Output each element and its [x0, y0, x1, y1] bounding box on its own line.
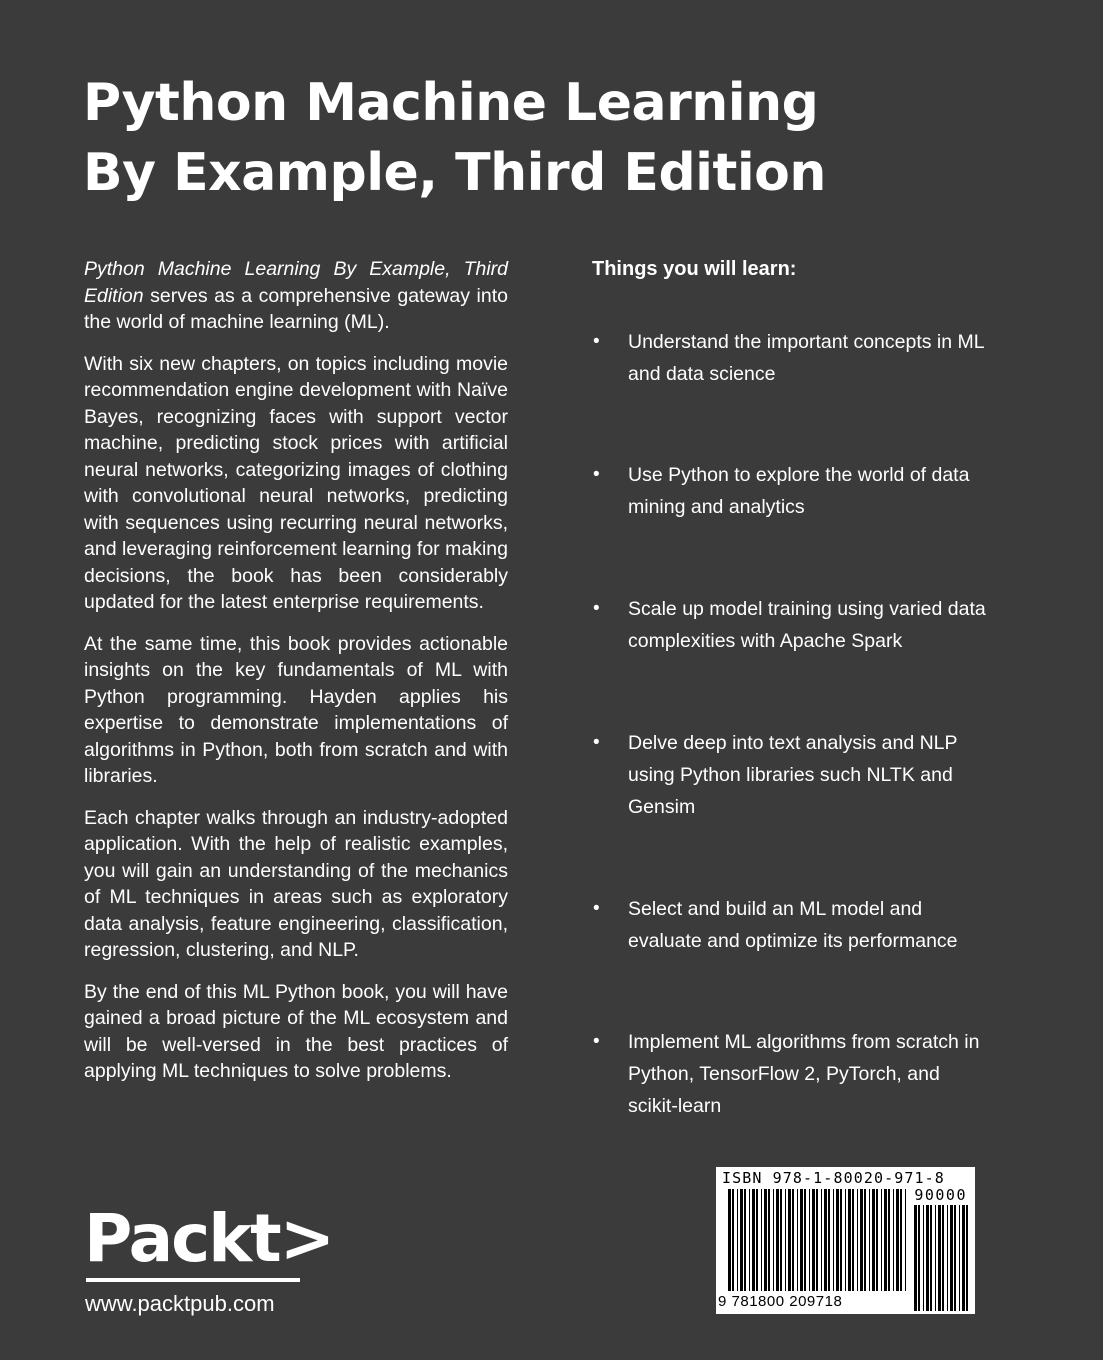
barcode-bar	[896, 1189, 899, 1291]
barcode-bar	[926, 1205, 929, 1311]
bullet-icon: •	[593, 1031, 600, 1052]
description-intro-text: serves as a comprehensive gateway into the world of machine learning (ML).	[84, 284, 508, 333]
barcode-bar	[959, 1205, 960, 1311]
barcode-bar	[792, 1189, 794, 1291]
barcode-bar	[737, 1189, 738, 1291]
barcode-bar	[864, 1189, 866, 1291]
barcode-bar	[857, 1189, 858, 1291]
barcode-bar	[821, 1189, 822, 1291]
barcode-bar	[876, 1189, 878, 1291]
barcode-bar	[761, 1189, 762, 1291]
barcode-bar	[947, 1205, 948, 1311]
barcode-bar	[905, 1189, 906, 1291]
barcode-bar	[797, 1189, 798, 1291]
barcode-bar	[788, 1189, 791, 1291]
book-title-line-1: Python Machine Learning	[83, 73, 819, 133]
list-item	[592, 727, 992, 823]
barcode-bar	[828, 1189, 830, 1291]
learning-outcomes	[592, 258, 992, 1117]
barcode-bar	[840, 1189, 842, 1291]
barcode-bar	[780, 1189, 782, 1291]
barcode-bar	[764, 1189, 767, 1291]
barcode-bar	[740, 1189, 743, 1291]
packt-logo: Packt>	[84, 1200, 334, 1277]
barcode-bar	[860, 1189, 863, 1291]
bullet-icon: •	[593, 331, 600, 352]
barcode-bar	[824, 1189, 827, 1291]
barcode-bar	[800, 1189, 803, 1291]
barcode-bar	[954, 1205, 956, 1311]
isbn-barcode	[716, 1167, 975, 1314]
bullet-icon: •	[593, 898, 600, 919]
barcode-bar	[950, 1205, 953, 1311]
barcode-bar	[900, 1189, 902, 1291]
barcode-bar	[785, 1189, 786, 1291]
barcode-bar	[966, 1205, 968, 1311]
description-intro-title: Python Machine Learning By Example, Third Edition	[84, 258, 508, 307]
list-item-text: Select and build an ML model and evaluate and optimize its performance	[628, 898, 958, 952]
barcode-bar	[938, 1205, 941, 1311]
barcode-bar	[804, 1189, 806, 1291]
barcode-bar	[845, 1189, 846, 1291]
barcode-bar	[776, 1189, 779, 1291]
book-title-line-2: By Example, Third Edition	[83, 143, 826, 203]
barcode-bar	[918, 1205, 920, 1311]
barcode-bar	[816, 1189, 818, 1291]
list-item-text: Use Python to explore the world of data mining and analytics	[628, 464, 970, 518]
barcode-bar	[962, 1205, 965, 1311]
barcode-bars	[716, 1167, 975, 1314]
list-item-text: Understand the important concepts in ML and data science	[628, 331, 984, 385]
barcode-bar	[884, 1189, 887, 1291]
book-description	[84, 256, 508, 1100]
bullet-icon: •	[593, 598, 600, 619]
description-paragraph: With six new chapters, on topics including movie recommendation engine development with Naïve Bayes, recognizing faces with support vector machine, predicting stock prices with artificial neural networks, categorizing images of clothing with convolutional neural networks, predicting with sequences using recurring neural networks, and leveraging reinforcement learning for making decisions, the book has been considerably updated for the latest enterprise requirements.	[84, 352, 508, 613]
list-item	[592, 593, 992, 657]
bullet-icon: •	[593, 732, 600, 753]
barcode-bar	[872, 1189, 875, 1291]
list-item	[592, 326, 992, 390]
barcode-bar	[848, 1189, 851, 1291]
barcode-digits: 9 781800 209718	[718, 1293, 843, 1310]
list-item	[592, 1026, 992, 1122]
barcode-bar	[923, 1205, 924, 1311]
barcode-bar	[869, 1189, 870, 1291]
barcode-addon-code: 90000	[914, 1186, 967, 1204]
barcode-bar	[888, 1189, 890, 1291]
barcode-bar	[852, 1189, 854, 1291]
barcode-bar	[833, 1189, 834, 1291]
bullet-icon: •	[593, 464, 600, 485]
barcode-bar	[942, 1205, 944, 1311]
barcode-bar	[732, 1189, 734, 1291]
barcode-bar	[728, 1189, 731, 1291]
barcode-bar	[752, 1189, 755, 1291]
description-paragraph: By the end of this ML Python book, you will have gained a broad picture of the ML ecosystem and will be well-versed in the best practices of applying ML techniques to solve problems.	[84, 980, 508, 1082]
list-item-text: Implement ML algorithms from scratch in Python, TensorFlow 2, PyTorch, and scikit-learn	[628, 1031, 980, 1117]
description-paragraph: Each chapter walks through an industry-adopted application. With the help of realistic examples, you will gain an understanding of the mechanics of ML techniques in areas such as exploratory data analysis, feature engineering, classification, regression, clustering, and NLP.	[84, 806, 508, 961]
barcode-bar	[812, 1189, 815, 1291]
barcode-bar	[809, 1189, 810, 1291]
book-title	[83, 68, 983, 208]
list-item-text: Scale up model training using varied data complexities with Apache Spark	[628, 598, 986, 652]
list-item-text: Delve deep into text analysis and NLP using Python libraries such NLTK and Gensim	[628, 732, 958, 818]
barcode-bar	[836, 1189, 839, 1291]
barcode-bar	[881, 1189, 882, 1291]
list-item	[592, 459, 992, 523]
barcode-bar	[935, 1205, 936, 1311]
barcode-bar	[914, 1205, 917, 1311]
barcode-bar	[930, 1205, 932, 1311]
publisher-url[interactable]: www.packtpub.com	[85, 1291, 275, 1316]
description-paragraph: At the same time, this book provides actionable insights on the key fundamentals of ML with Python programming. Hayden applies his expertise to demonstrate implementations of algorithms in Python, both from scratch and with libraries.	[84, 632, 508, 787]
description-intro	[84, 256, 508, 336]
list-item	[592, 893, 992, 957]
barcode-bar	[744, 1189, 746, 1291]
isbn-text: ISBN 978-1-80020-971-8	[722, 1169, 945, 1187]
barcode-bar	[773, 1189, 774, 1291]
barcode-bar	[893, 1189, 894, 1291]
learning-outcomes-heading: Things you will learn:	[592, 258, 797, 280]
barcode-bar	[756, 1189, 758, 1291]
logo-underline	[86, 1278, 300, 1282]
barcode-bar	[749, 1189, 750, 1291]
barcode-bar	[768, 1189, 770, 1291]
